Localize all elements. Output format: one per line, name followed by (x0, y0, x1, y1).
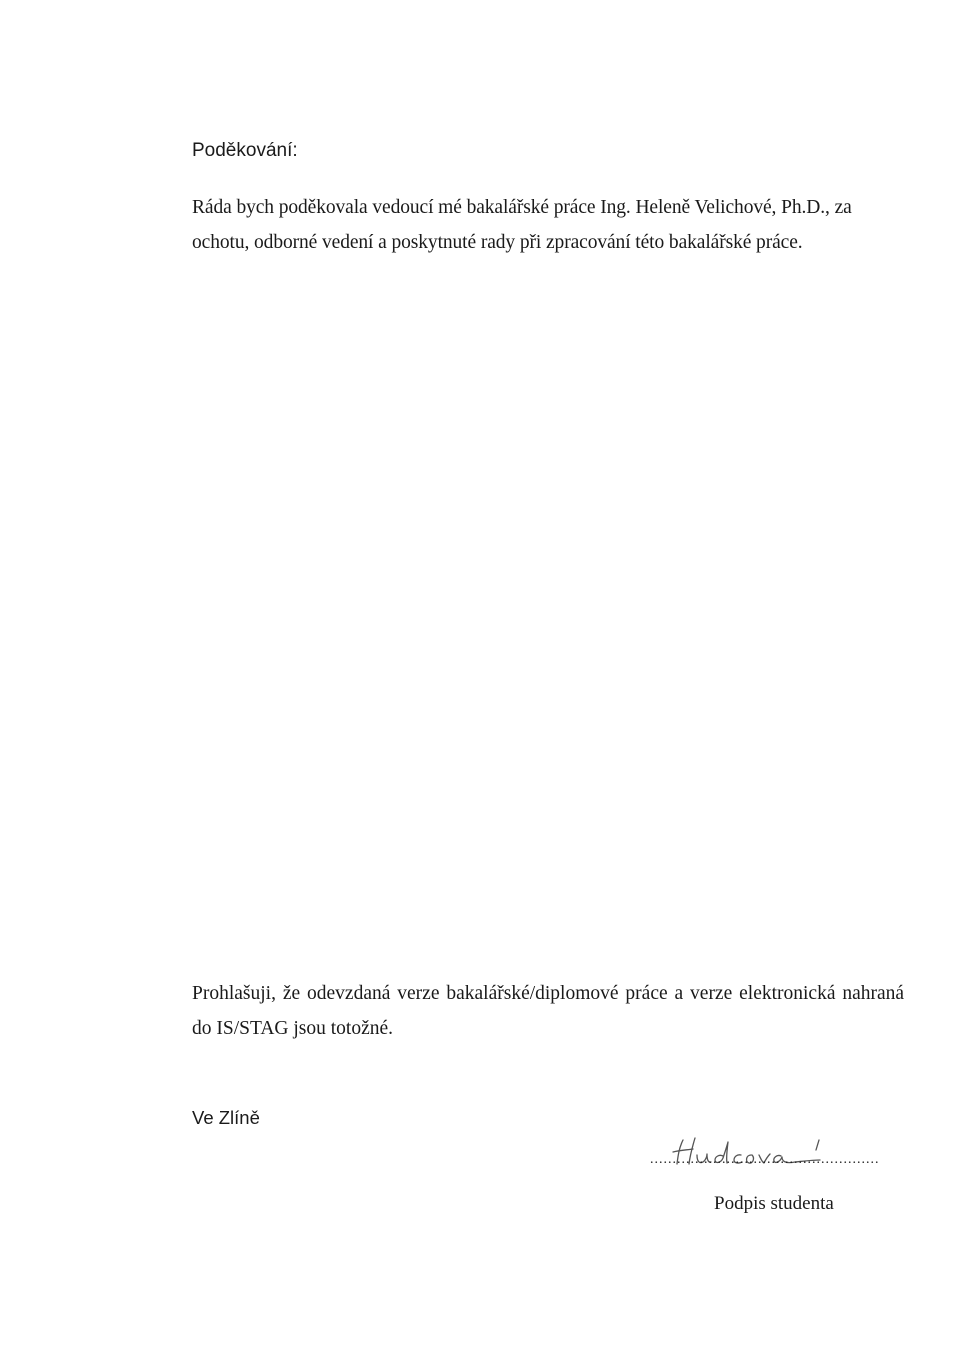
place-of-signing: Ve Zlíně (192, 1107, 260, 1128)
declaration-line-1: Prohlašuji, že odevzdaná verze bakalářské/diplomové práce a verze elektronická nahraná (192, 983, 905, 1004)
signature-caption: Podpis studenta (714, 1193, 834, 1214)
acknowledgement-line-1: Ráda bych poděkovala vedoucí mé bakalářské práce Ing. Heleně Velichové, Ph.D., za (192, 197, 852, 218)
declaration-line-2: do IS/STAG jsou totožné. (192, 1018, 394, 1039)
signature-dotted-line: ................................................... (650, 1152, 880, 1167)
acknowledgement-heading: Poděkování: (192, 140, 298, 161)
acknowledgement-line-2: ochotu, odborné vedení a poskytnuté rady při zpracování této bakalářské práce. (192, 232, 803, 253)
